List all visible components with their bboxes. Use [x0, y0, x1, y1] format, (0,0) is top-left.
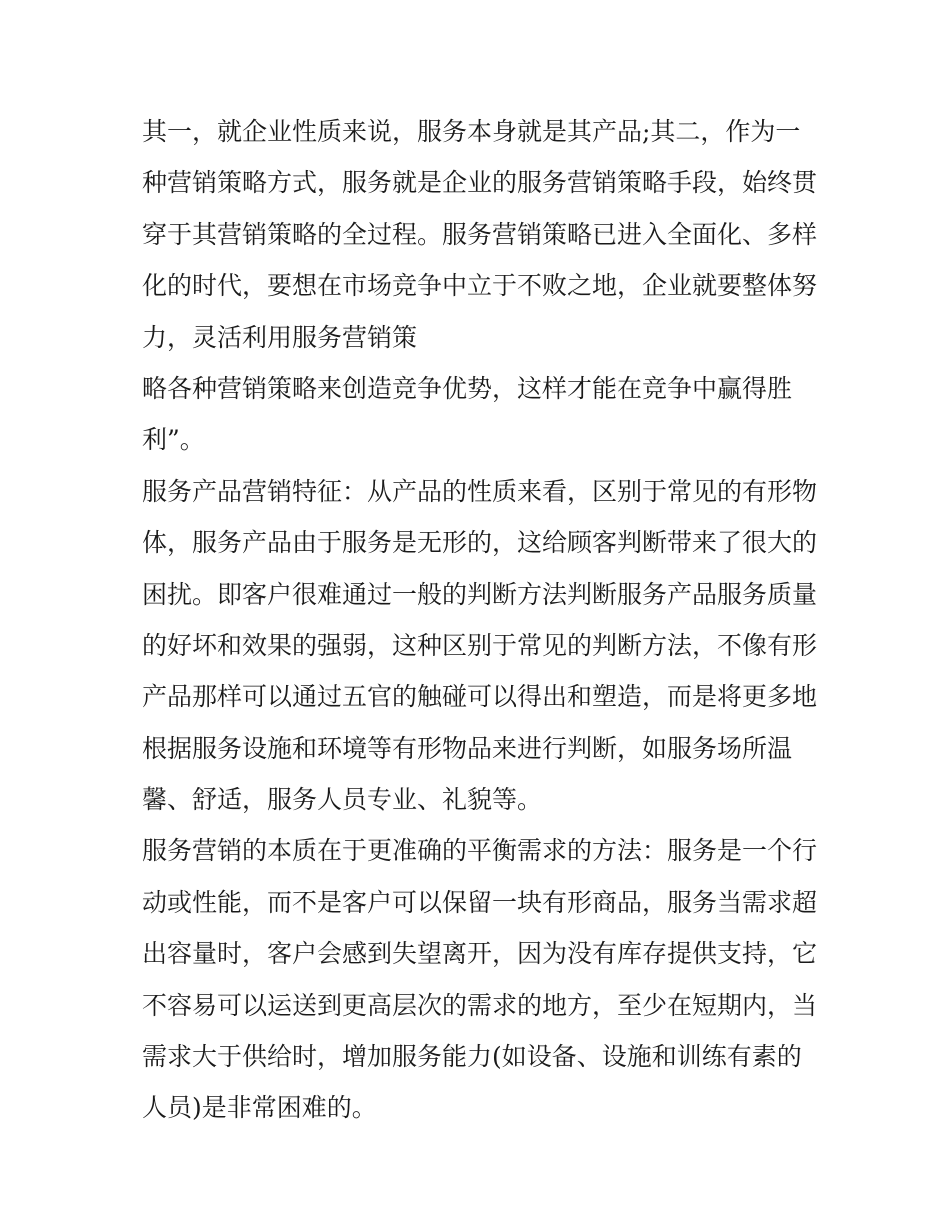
text-line: 其一，就企业性质来说，服务本身就是其产品;其二，作为一	[142, 117, 801, 146]
text-line: 的好坏和效果的强弱，这种区别于常见的判断方法，不像有形	[142, 630, 818, 660]
text-line: 需求大于供给时，增加服务能力(如设备、设施和训练有素的	[142, 1042, 802, 1072]
text-line: 根据服务设施和环境等有形物品来进行判断，如服务场所温	[142, 733, 793, 763]
text-line: 略各种营销策略来创造竞争优势，这样才能在竞争中赢得胜	[142, 373, 793, 403]
text-line: 力，灵活利用服务营销策	[142, 322, 418, 352]
text-line: 种营销策略方式，服务就是企业的服务营销策略手段，始终贯	[142, 168, 818, 198]
text-line: 服务产品营销特征：从产品的性质来看，区别于常见的有形物	[142, 476, 818, 506]
text-line: 体，服务产品由于服务是无形的，这给顾客判断带来了很大的	[142, 528, 818, 558]
text-line: 利”。	[142, 425, 205, 455]
text-line: 服务营销的本质在于更准确的平衡需求的方法：服务是一个行	[142, 836, 818, 866]
body-text	[142, 106, 818, 1134]
text-line: 困扰。即客户很难通过一般的判断方法判断服务产品服务质量	[142, 579, 818, 609]
text-line: 化的时代，要想在市场竞争中立于不败之地，企业就要整体努	[142, 271, 818, 301]
text-line: 穿于其营销策略的全过程。服务营销策略已进入全面化、多样	[142, 219, 818, 249]
text-line: 产品那样可以通过五官的触碰可以得出和塑造，而是将更多地	[142, 682, 818, 712]
text-line: 不容易可以运送到更高层次的需求的地方，至少在短期内，当	[142, 990, 818, 1020]
text-line: 馨、舒适，服务人员专业、礼貌等。	[142, 785, 543, 815]
text-line: 动或性能，而不是客户可以保留一块有形商品，服务当需求超	[142, 887, 818, 917]
text-line: 出容量时，客户会感到失望离开，因为没有库存提供支持，它	[142, 939, 818, 969]
text-line: 人员)是非常困难的。	[142, 1093, 377, 1123]
